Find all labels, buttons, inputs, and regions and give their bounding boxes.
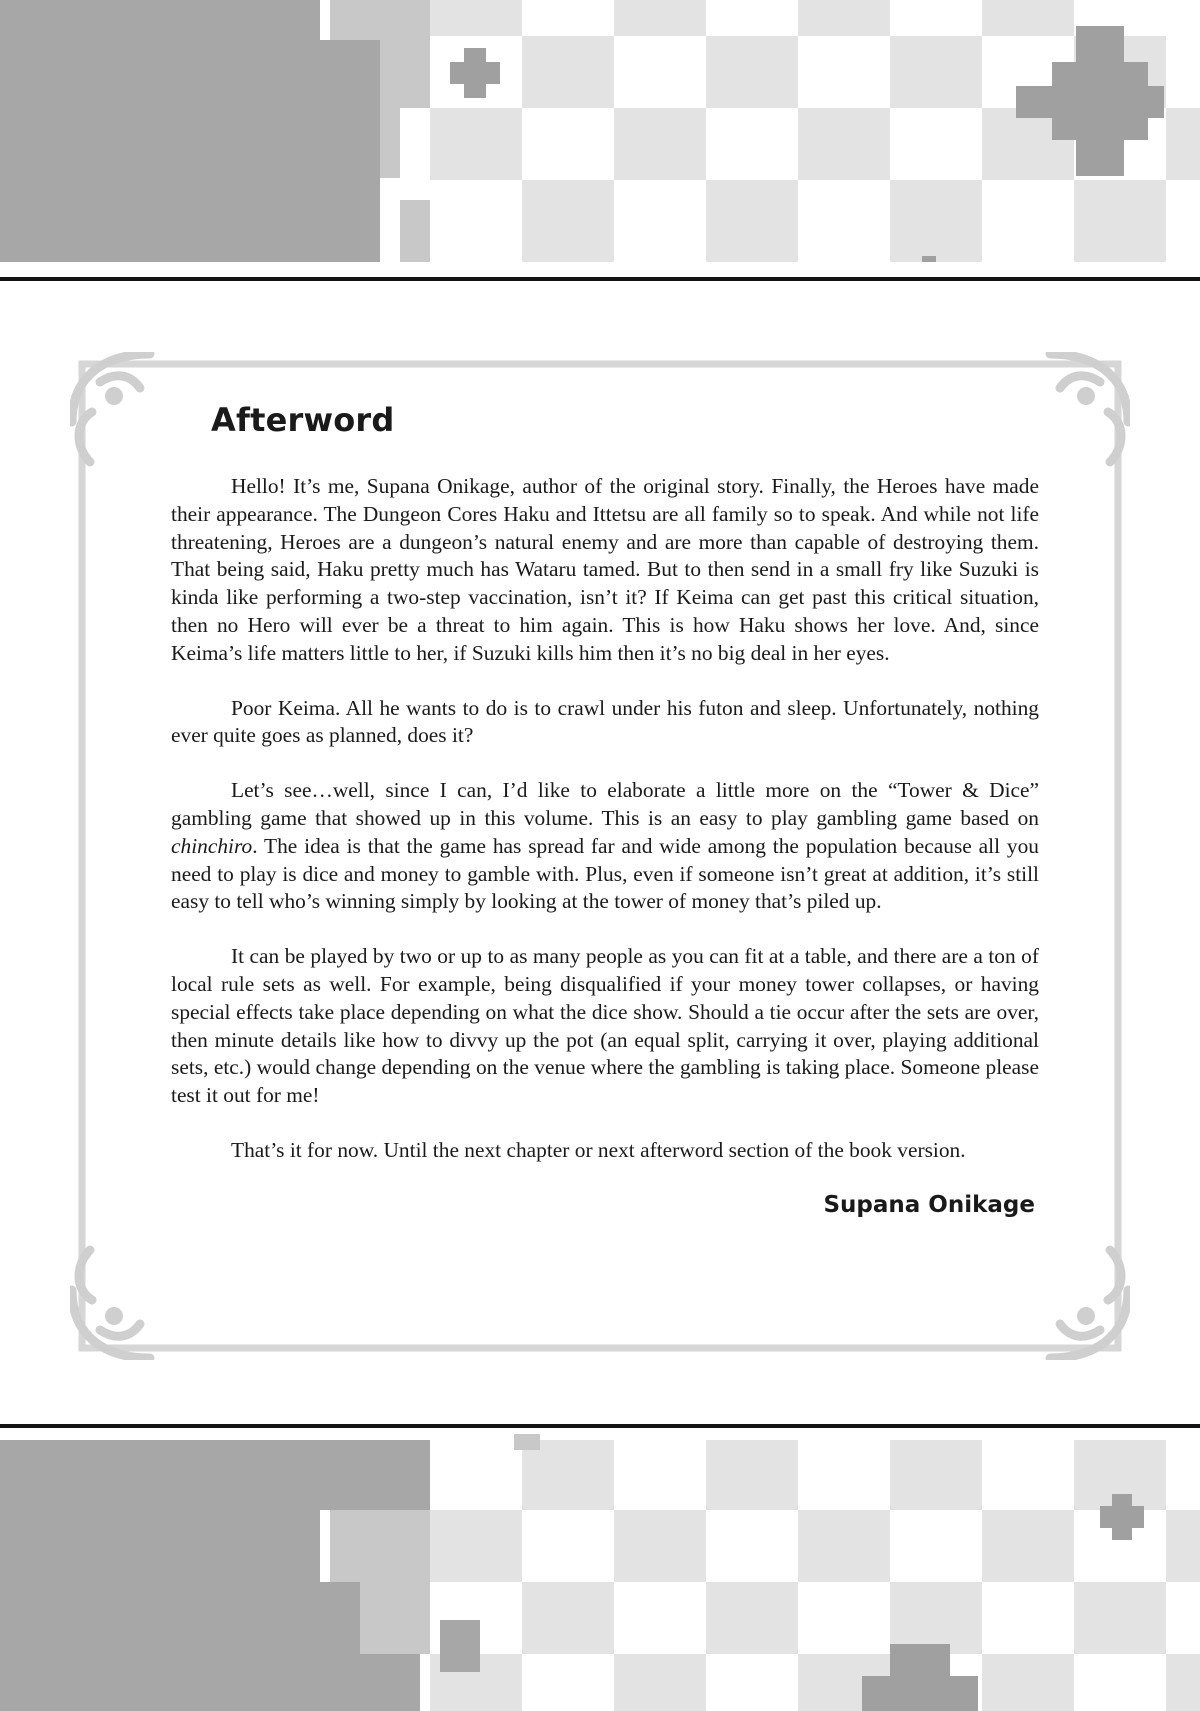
header-checker-band — [0, 0, 1200, 278]
afterword-paragraph — [171, 777, 1039, 916]
afterword-section — [171, 375, 1039, 1218]
afterword-title: Afterword — [211, 401, 395, 439]
paragraph-text: . The idea is that the game has spread far and wide among the population because all you need to play is dice and money to gamble with. Plus, even if someone isn’t great at addition, it’s still easy to tell who’s winning simply by looking at the tower of money that’s piled up. — [171, 833, 1039, 914]
footer-checker-band — [0, 1424, 1200, 1711]
afterword-paragraph: That’s it for now. Until the next chapter or next afterword section of the book version. — [231, 1137, 966, 1162]
author-signature: Supana Onikage — [823, 1191, 1035, 1218]
afterword-paragraph: It can be played by two or up to as many people as you can fit at a table, and there are a ton of local rule sets as well. For example, being disqualified if your money tower collapses, or having special effects take place depending on what the dice show. Should a tie occur after the sets are over, then minute details like how to divvy up the pot (an equal split, carrying it over, playing additional sets, etc.) would change depending on the venue where the gambling is taking place. Someone please test it out for me! — [171, 944, 1039, 1108]
top-divider — [0, 277, 1200, 281]
italic-term: chinchiro — [171, 833, 253, 858]
afterword-paragraph: Hello! It’s me, Supana Onikage, author of the original story. Finally, the Heroes have made their appearance. The Dungeon Cores Haku and Ittetsu are all family so to speak. And while not life threatening, Heroes are a dungeon’s natural enemy and are more than capable of destroying them. That being said, Haku pretty much has Wataru tamed. But to then send in a small fry like Suzuki is kinda like performing a two-step vaccination, isn’t it? If Keima can get past this critical situation, then no Hero will ever be a threat to him again. This is how Haku shows her love. And, since Keima’s life matters little to her, if Suzuki kills him then it’s no big deal in her eyes. — [171, 474, 1039, 665]
paragraph-text: Let’s see…well, since I can, I’d like to elaborate a little more on the “Tower & Dice” gambling game that showed up in this volume. This is an easy to play gambling game based on — [171, 778, 1039, 830]
afterword-paragraph: Poor Keima. All he wants to do is to crawl under his futon and sleep. Unfortunately, nothing ever quite goes as planned, does it? — [171, 695, 1039, 748]
